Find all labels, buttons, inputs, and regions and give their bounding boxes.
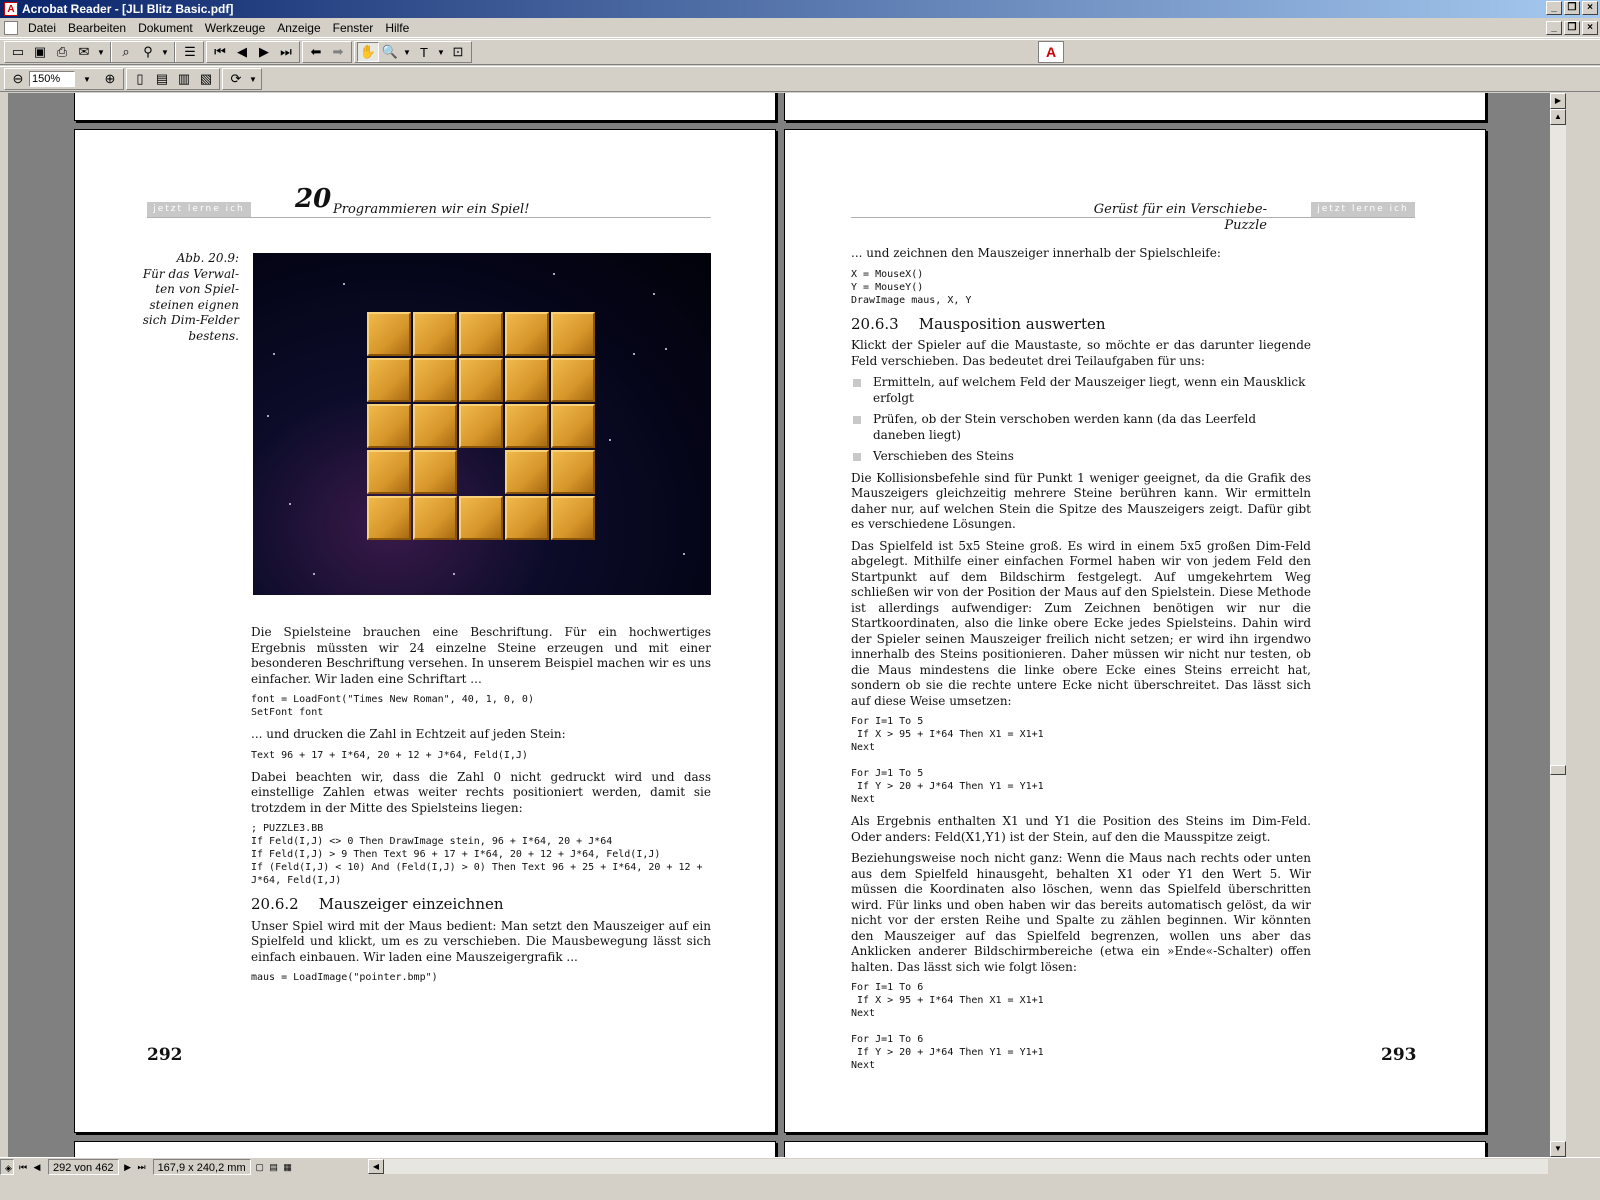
fit-width-icon[interactable]: ▥: [177, 71, 191, 86]
page-number: 293: [1381, 1045, 1417, 1065]
text-select-icon[interactable]: T: [420, 44, 428, 60]
hand-tool-icon[interactable]: ✋: [357, 42, 379, 62]
caption-line: ten von Spiel-: [155, 282, 239, 296]
caption-line: Für das Verwal-: [142, 266, 239, 281]
window-controls: [1546, 1, 1598, 15]
document-window-controls: [1546, 21, 1598, 35]
doc-close-button[interactable]: ×: [1582, 21, 1598, 35]
puzzle-tile: [505, 404, 549, 448]
horizontal-scrollbar[interactable]: [368, 1159, 1548, 1174]
puzzle-tile: [367, 312, 411, 356]
scroll-left-arrow-icon[interactable]: ◀: [368, 1159, 384, 1174]
right-text-block: [851, 246, 1311, 1080]
file-toolbar-group: [4, 41, 204, 63]
code-block: maus = LoadImage("pointer.bmp"): [251, 972, 438, 983]
empty-cell: [459, 450, 503, 494]
page-indicator[interactable]: 292 von 462: [48, 1159, 119, 1175]
paragraph: Beziehungsweise noch nicht ganz: Wenn die Maus nach rechts oder unten aus dem Spielfeld hinausgeht, behalten X1 oder Y1 den Wert 5. Wir müssen die Koordinaten also löschen, wenn das Spielfeld überschritten wird. Für links und oben haben wir das bereits automatisch gelöst, da wir nicht vor der ersten Reihe und Spalte zu zählen beginnen. Wir könnten den Mauszeiger auf das Spielfeld begrenzen, wollen uns aber das Anklicken anderer Bildschirmbereiche (etwa ein »Ende«-Schalter) offen halten. Das lässt sich wie folgt lösen:: [851, 851, 1311, 974]
star: [273, 353, 275, 355]
bullet-list: [851, 375, 1311, 465]
doc-minimize-button[interactable]: _: [1546, 21, 1562, 35]
star: [665, 348, 667, 350]
star: [609, 439, 611, 441]
puzzle-tile: [459, 496, 503, 540]
zoom-toolbar-group: [4, 68, 124, 90]
zoom-level-field[interactable]: 150%: [29, 71, 75, 87]
print-icon[interactable]: ⎙: [56, 44, 68, 59]
header-tab: jetzt lerne ich: [1311, 202, 1415, 217]
actual-size-icon[interactable]: ▯: [136, 71, 144, 86]
zoom-out-icon[interactable]: ⊖: [12, 71, 24, 86]
star: [653, 293, 655, 295]
search-dropdown-icon[interactable]: ▼: [161, 47, 169, 57]
previous-left-page: [74, 93, 776, 121]
code-block: Text 96 + 17 + I*64, 20 + 12 + J*64, Feld(I,J): [251, 749, 528, 761]
menu-werkzeuge[interactable]: Werkzeuge: [204, 20, 266, 35]
puzzle-tile: [551, 312, 595, 356]
paragraph: ... und zeichnen den Mauszeiger innerhalb der Spielschleife:: [851, 246, 1221, 260]
continuous-icon[interactable]: ▤: [269, 1161, 278, 1172]
puzzle-grid: [367, 312, 595, 540]
bookmarks-icon[interactable]: ☰: [184, 44, 196, 59]
list-item: Ermitteln, auf welchem Feld der Mauszeiger liegt, wenn ein Mausklick erfolgt: [851, 375, 1311, 406]
next-page-icon[interactable]: ▶: [124, 1161, 132, 1172]
last-page-icon[interactable]: ⏭: [280, 44, 292, 59]
puzzle-tile: [367, 358, 411, 402]
left-text-block: [251, 625, 711, 992]
zoom-tool-icon[interactable]: 🔍: [381, 44, 399, 59]
star: [633, 353, 635, 355]
caption-line: steinen eignen: [149, 297, 239, 312]
puzzle-screenshot-figure: [253, 253, 711, 595]
paragraph: Unser Spiel wird mit der Maus bedient: Man setzt den Mauszeiger auf ein Spielfeld und klickt, um es zu verschieben. Die Mausbewegung lässt sich einfach einbauen. Wir laden eine Mauszeigergrafik ...: [251, 918, 711, 964]
caption-line: sich Dim-Felder: [142, 313, 239, 327]
caption-line: Abb. 20.9:: [176, 251, 239, 265]
search-icon[interactable]: ⚲: [143, 44, 153, 59]
puzzle-tile: [551, 450, 595, 494]
page-292: [74, 129, 776, 1133]
find-icon[interactable]: ⌕: [122, 44, 130, 59]
paragraph: Die Spielsteine brauchen eine Beschriftung. Für ein hochwertiges Ergebnis müssten wir 24 einzelne Steine erzeugen und mit einer besonderen Beschriftung versehen. In unserem Beispiel machen wir es uns einfacher. Wir laden eine Schriftart ...: [251, 625, 711, 686]
puzzle-tile: [459, 312, 503, 356]
rotate-toolbar-group: [222, 68, 262, 90]
back-icon[interactable]: ⬅: [310, 44, 322, 59]
doc-restore-button[interactable]: ❐: [1564, 21, 1580, 35]
menu-bearbeiten[interactable]: Bearbeiten: [68, 20, 127, 35]
code-block: font = LoadFont("Times New Roman", 40, 1, 0, 0) SetFont font: [251, 694, 534, 718]
puzzle-tile: [367, 450, 411, 494]
facing-pages-icon[interactable]: ▦: [283, 1161, 292, 1172]
paragraph: ... und drucken die Zahl in Echtzeit auf jeden Stein:: [251, 727, 566, 741]
puzzle-tile: [505, 496, 549, 540]
star: [453, 573, 455, 575]
puzzle-tile: [413, 404, 457, 448]
scroll-up-arrow-icon[interactable]: ▲: [1550, 109, 1566, 125]
minimize-button[interactable]: _: [1546, 1, 1562, 15]
paragraph: Dabei beachten wir, dass die Zahl 0 nicht gedruckt wird und dass einstellige Zahlen etwas weiter rechts positioniert werden, damit sie trotzdem in der Mitte des Spielsteins liegen:: [251, 769, 711, 815]
menu-datei[interactable]: Datei: [28, 20, 57, 35]
chapter-title: Programmieren wir ein Spiel!: [333, 202, 530, 217]
puzzle-tile: [505, 450, 549, 494]
next-page-icon[interactable]: ▶: [259, 44, 269, 59]
star: [553, 273, 555, 275]
navigation-toolbar-group: [206, 41, 300, 63]
previous-right-page: [784, 93, 1486, 121]
navigation-pane-toggle-icon[interactable]: ◈: [0, 1159, 14, 1175]
paragraph: Die Kollisionsbefehle sind für Punkt 1 weniger geeignet, da die Grafik des Mauszeigers gleichzeitig mehrere Steine berühren kann. Wir ermitteln daher nur, auf welchen Stein die Spitze des Mauszeigers zeigt. Dafür gibt es verschiedene Lösungen.: [851, 470, 1311, 531]
open-icon[interactable]: ▭: [11, 44, 25, 59]
forward-icon[interactable]: ➡: [332, 44, 344, 59]
menu-dokument[interactable]: Dokument: [138, 20, 193, 35]
prev-page-icon[interactable]: ◀: [33, 1161, 41, 1172]
paragraph: Klickt der Spieler auf die Maustaste, so möchte er das darunter liegende Feld verschieben. Das bedeutet drei Teilaufgaben für uns:: [851, 338, 1311, 368]
puzzle-tile: [367, 496, 411, 540]
star: [267, 415, 269, 417]
puzzle-tile: [413, 496, 457, 540]
page-293: [784, 129, 1486, 1133]
code-block: ; PUZZLE3.BB If Feld(I,J) <> 0 Then DrawImage stein, 96 + I*64, 20 + J*64 If Feld(I,J) > 9 Then Text 96 + 17 + I*64, 20 + 12 + J*64, Feld(I,J) If (Feld(I,J) < 10) And (Feld(I,J) > 0) Then Text 96 + 25 + I*64, 20 + 12 + J*64, Feld(I,J): [251, 823, 703, 886]
code-block: For I=1 To 6 If X > 95 + I*64 Then X1 = X1+1 Next For J=1 To 6 If Y > 20 + J*64 Then Y1 = Y1+1 Next: [851, 982, 1044, 1071]
scroll-right-arrow-icon[interactable]: ▶: [1550, 93, 1566, 109]
adobe-logo-icon[interactable]: A: [1038, 41, 1064, 63]
page-view-toolbar-group: [126, 68, 220, 90]
toolbar-separator: [174, 42, 176, 62]
next-right-page: [784, 1141, 1486, 1157]
menu-fenster[interactable]: Fenster: [332, 20, 374, 35]
section-number: 20.6.2: [251, 895, 299, 913]
text-select-dropdown-icon[interactable]: ▼: [437, 47, 445, 57]
title-bar: [0, 0, 1600, 18]
puzzle-tile: [413, 358, 457, 402]
paragraph: Als Ergebnis enthalten X1 und Y1 die Position des Steins im Dim-Feld. Oder anders: Feld(X1,Y1) ist der Stein, auf den die Mausspitze zeigt.: [851, 814, 1311, 844]
page-size-display: 167,9 x 240,2 mm: [153, 1159, 251, 1175]
rotate-dropdown-icon[interactable]: ▼: [249, 74, 257, 84]
save-icon[interactable]: ▣: [33, 44, 47, 59]
header-tab: jetzt lerne ich: [147, 202, 251, 217]
code-block: X = MouseX() Y = MouseY() DrawImage maus, X, Y: [851, 268, 972, 306]
document-viewport[interactable]: [8, 93, 1550, 1157]
section-heading: [851, 314, 1311, 333]
puzzle-tile: [459, 404, 503, 448]
first-page-icon[interactable]: ⏮: [18, 1161, 28, 1172]
snapshot-icon[interactable]: ⊡: [452, 44, 464, 59]
menu-anzeige[interactable]: Anzeige: [277, 20, 321, 35]
puzzle-tile: [551, 496, 595, 540]
header-rule: [851, 217, 1415, 218]
window-title: Acrobat Reader - [JLI Blitz Basic.pdf]: [22, 2, 234, 16]
caption-line: bestens.: [188, 328, 239, 343]
restore-button[interactable]: ❐: [1564, 1, 1580, 15]
history-toolbar-group: [302, 41, 352, 63]
next-left-page: [74, 1141, 776, 1157]
list-item: Verschieben des Steins: [851, 449, 1311, 465]
email-dropdown-icon[interactable]: ▼: [97, 47, 105, 57]
puzzle-tile: [551, 358, 595, 402]
menu-hilfe[interactable]: Hilfe: [385, 20, 410, 35]
single-page-icon[interactable]: ▢: [255, 1161, 264, 1172]
first-page-icon[interactable]: ⏮: [214, 44, 226, 59]
tools-toolbar-group: [354, 41, 472, 63]
acrobat-icon: A: [4, 2, 18, 16]
zoom-level-dropdown-icon[interactable]: ▼: [83, 74, 91, 84]
star: [343, 283, 345, 285]
zoom-in-icon[interactable]: ⊕: [104, 71, 116, 86]
star: [289, 503, 291, 505]
view-toolbar: [0, 66, 1600, 92]
section-number: 20.6.3: [851, 314, 899, 333]
puzzle-tile: [459, 358, 503, 402]
list-item: Prüfen, ob der Stein verschoben werden kann (da das Leerfeld daneben liegt): [851, 412, 1311, 443]
paragraph: Das Spielfeld ist 5x5 Steine groß. Es wird in einem 5x5 großen Dim-Feld abgelegt. Mithilfe einer einfachen Formel haben wir von jedem Feld den Startpunkt auf dem Bildschirm festgelegt. Auf umgekehrtem Weg schließen wir von der Position der Maus auf den Spielstein. Diese Methode ist allerdings aufwendiger: Zum Zeichnen benötigen wir nur die Startkoordinaten, also die linke obere Ecke jedes Spielsteins. Dahin wird der Spieler seinen Mauszeiger freilich nicht setzen; er wird ihn irgendwo innerhalb des Steins positionieren. Daher müssen wir nicht nur testen, ob die Maus mindestens die linke obere Ecke eines Steins erreicht hat, sondern ob sie die rechte untere Ecke nicht überschreitet. Das lässt sich auf diese Weise umsetzen:: [851, 538, 1311, 708]
vertical-scrollbar[interactable]: [1550, 93, 1566, 1157]
scroll-down-arrow-icon[interactable]: ▼: [1550, 1141, 1566, 1157]
fit-page-icon[interactable]: ▤: [155, 71, 169, 86]
star: [683, 553, 685, 555]
section-title: Mausposition auswerten: [918, 314, 1106, 333]
close-button[interactable]: ×: [1582, 1, 1598, 15]
main-toolbar: [0, 39, 1600, 65]
email-icon[interactable]: ✉: [78, 44, 90, 59]
section-heading: [251, 897, 711, 913]
menu-bar: [0, 18, 1600, 38]
puzzle-tile: [551, 404, 595, 448]
puzzle-tile: [413, 450, 457, 494]
document-icon[interactable]: [4, 21, 18, 35]
toolbar-separator: [110, 42, 112, 62]
figure-caption: [79, 251, 239, 344]
prev-page-icon[interactable]: ◀: [237, 44, 247, 59]
page-number: 292: [147, 1045, 183, 1065]
puzzle-tile: [505, 358, 549, 402]
zoom-tool-dropdown-icon[interactable]: ▼: [403, 47, 411, 57]
section-title: Mauszeiger einzeichnen: [318, 895, 504, 913]
puzzle-tile: [505, 312, 549, 356]
chapter-number: 20: [295, 184, 332, 214]
header-title: Gerüst für ein Verschiebe-Puzzle: [1093, 202, 1267, 233]
code-block: For I=1 To 5 If X > 95 + I*64 Then X1 = X1+1 Next For J=1 To 5 If Y > 20 + J*64 Then Y1 = Y1+1 Next: [851, 716, 1044, 805]
reflow-icon[interactable]: ▧: [199, 71, 213, 86]
rotate-icon[interactable]: ⟳: [230, 71, 242, 86]
star: [313, 573, 315, 575]
puzzle-tile: [367, 404, 411, 448]
puzzle-tile: [413, 312, 457, 356]
scroll-thumb[interactable]: [1550, 765, 1566, 775]
last-page-icon[interactable]: ⏭: [137, 1161, 146, 1172]
